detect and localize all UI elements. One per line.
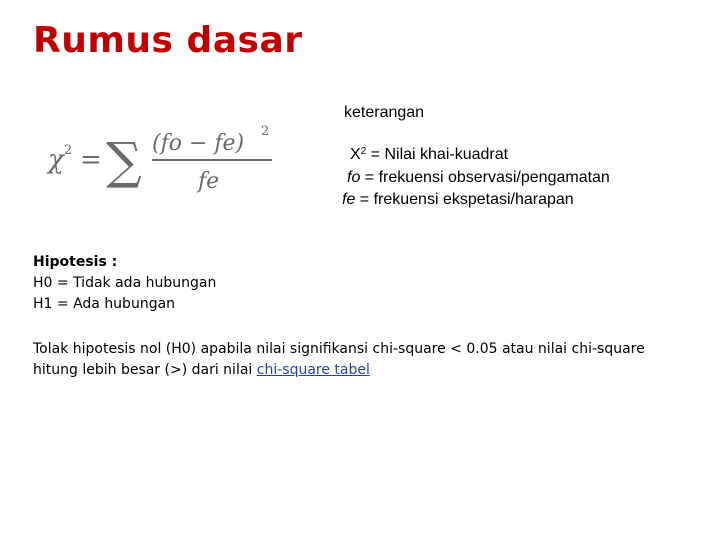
chi-symbol: X (350, 146, 361, 163)
formula-numerator-exponent: 2 (261, 124, 270, 139)
hipotesis-label: Hipotesis : (33, 254, 118, 270)
formula-denominator: fe (198, 169, 220, 194)
decision-rule (33, 339, 683, 381)
slide-title: Rumus dasar (33, 20, 303, 61)
formula-lhs-exponent: 2 (64, 143, 73, 158)
hipotesis-block (33, 252, 216, 315)
keterangan-chi (350, 146, 508, 164)
chi-exponent: 2 (360, 146, 367, 157)
fo-description: = frekuensi observasi/pengamatan (360, 169, 610, 186)
fe-description: = frekuensi ekspetasi/harapan (355, 191, 574, 208)
keterangan-heading: keterangan (344, 104, 425, 121)
formula-sum-symbol: ∑ (106, 132, 142, 190)
decision-rule-text: Tolak hipotesis nol (H0) apabila nilai signifikansi chi-square < 0.05 atau nilai chi-square hitung lebih besar (>) dari nilai (33, 341, 645, 378)
chi-description: = Nilai khai-kuadrat (366, 146, 509, 163)
formula-lhs: χ (48, 145, 64, 175)
fe-symbol: fe (342, 191, 356, 208)
chi-square-formula (40, 118, 280, 198)
formula-equals: = (80, 145, 102, 175)
keterangan-fe (342, 191, 574, 209)
hipotesis-h1: H1 = Ada hubungan (33, 296, 176, 312)
keterangan-fo (347, 169, 610, 187)
hipotesis-h0: H0 = Tidak ada hubungan (33, 275, 217, 291)
formula-numerator: (fo − fe) (152, 131, 245, 156)
chi-square-table-link[interactable]: chi-square tabel (256, 362, 370, 378)
fo-symbol: fo (347, 169, 361, 186)
